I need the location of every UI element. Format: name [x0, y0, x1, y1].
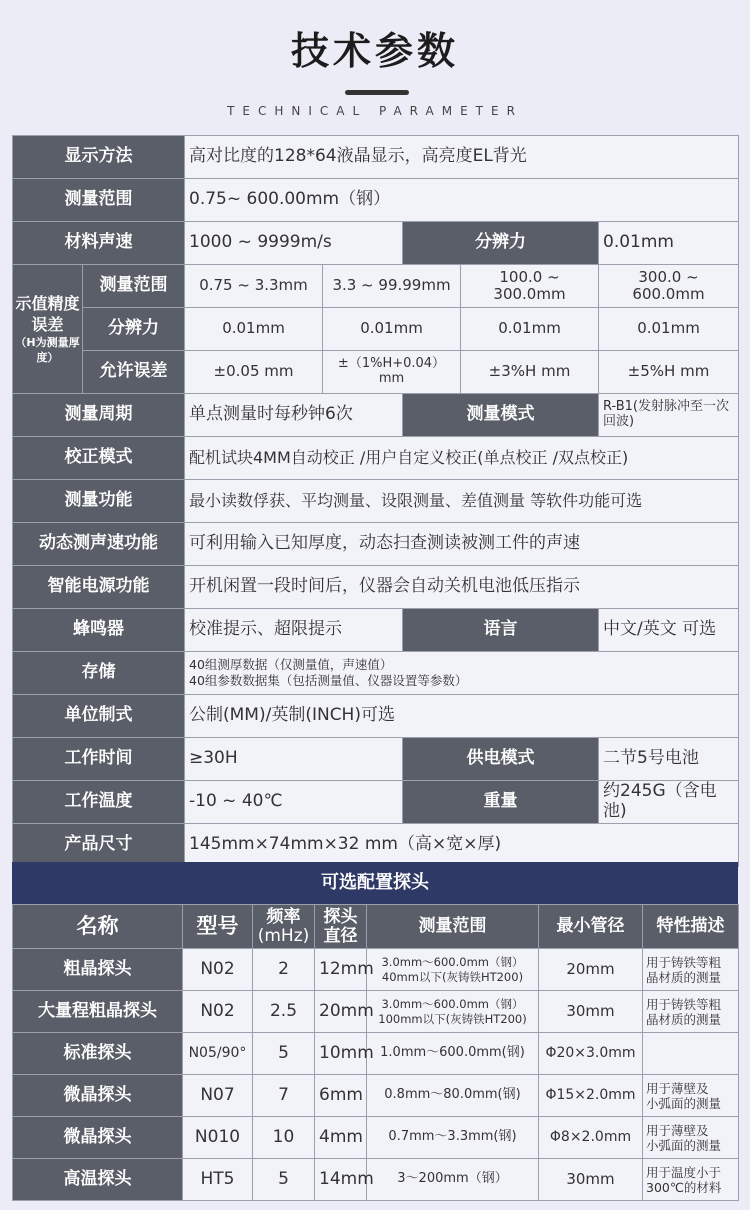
probe-range: 0.7mm～3.3mm(钢) — [367, 1117, 539, 1159]
acc-range-cell: 3.3 ~ 99.99mm — [323, 265, 461, 308]
spec-row-storage — [13, 652, 739, 695]
acc-err-cell: ±0.05 mm — [185, 351, 323, 394]
col-header-feature: 特性描述 — [643, 905, 739, 949]
spec-label: 测量周期 — [13, 394, 185, 437]
col-header-pipe: 最小管径 — [539, 905, 643, 949]
spec-value: 中文/英文 可选 — [599, 609, 739, 652]
acc-res-cell: 0.01mm — [323, 308, 461, 351]
spec-row-work — [13, 738, 739, 781]
probe-pipe: 20mm — [539, 949, 643, 991]
spec-value: ≥30H — [185, 738, 403, 781]
col-header-freq-2: (mHz) — [257, 925, 310, 946]
spec-label: 单位制式 — [13, 695, 185, 738]
acc-res-cell: 0.01mm — [461, 308, 599, 351]
col-header-range: 测量范围 — [367, 905, 539, 949]
probe-diameter: 6mm — [315, 1075, 367, 1117]
spec-row-dynamic — [13, 523, 739, 566]
spec-row-power — [13, 566, 739, 609]
probe-feature-line: 300℃的材料 — [646, 1179, 722, 1195]
spec-value: 0.01mm — [599, 222, 739, 265]
spec-row-acc-err — [13, 351, 739, 394]
probe-name: 高温探头 — [13, 1159, 183, 1201]
probe-name: 微晶探头 — [13, 1117, 183, 1159]
storage-line: 40组参数数据集（包括测量值、仪器设置等参数） — [189, 673, 468, 688]
probe-feature — [643, 1159, 739, 1201]
probe-header-row — [13, 905, 739, 949]
spec-value: R-B1(发射脉冲至一次回波) — [599, 394, 739, 437]
probe-range-line: 40mm以下(灰铸铁HT200) — [381, 969, 524, 984]
probe-freq: 2.5 — [253, 991, 315, 1033]
spec-value: 1000 ~ 9999m/s — [185, 222, 403, 265]
probe-model: N02 — [183, 991, 253, 1033]
probe-name: 粗晶探头 — [13, 949, 183, 991]
probe-range-line: 3.0mm～600.0mm（钢） — [381, 997, 524, 1012]
col-header-dia-1: 探头 — [323, 906, 358, 927]
probe-feature — [643, 949, 739, 991]
spec-label: 测量范围 — [83, 265, 185, 308]
col-header-dia-2: 直径 — [323, 925, 358, 946]
probe-range — [367, 949, 539, 991]
acc-range-cell: 0.75 ~ 3.3mm — [185, 265, 323, 308]
spec-label: 存储 — [13, 652, 185, 695]
page-title: 技术参数 — [290, 29, 459, 73]
probe-name: 标准探头 — [13, 1033, 183, 1075]
acc-err-cell: ±3%H mm — [461, 351, 599, 394]
probe-feature — [643, 1117, 739, 1159]
probe-pipe: Φ20×3.0mm — [539, 1033, 643, 1075]
spec-value — [185, 652, 739, 695]
spec-value: 0.75~ 600.00mm（钢） — [185, 179, 739, 222]
col-header-diameter — [315, 905, 367, 949]
probe-feature-line: 用于薄壁及 — [646, 1122, 709, 1138]
probe-feature-line: 用于温度小于 — [646, 1164, 722, 1180]
spec-row-temp — [13, 781, 739, 824]
spec-label: 测量范围 — [13, 179, 185, 222]
col-header-freq — [253, 905, 315, 949]
spec-row-unit — [13, 695, 739, 738]
probe-freq: 5 — [253, 1033, 315, 1075]
spec-value: 145mm×74mm×32 mm（高×宽×厚) — [185, 824, 739, 867]
probe-feature — [643, 1033, 739, 1075]
spec-row-calibration — [13, 437, 739, 480]
probe-range: 0.8mm～80.0mm(钢) — [367, 1075, 539, 1117]
probe-pipe: Φ15×2.0mm — [539, 1075, 643, 1117]
acc-err-cell: ±（1%H+0.04）mm — [323, 351, 461, 394]
spec-value: 最小读数俘获、平均测量、设限测量、差值测量 等软件功能可选 — [185, 480, 739, 523]
probe-range: 1.0mm～600.0mm(钢) — [367, 1033, 539, 1075]
probe-diameter: 12mm — [315, 949, 367, 991]
probe-range: 3～200mm（钢） — [367, 1159, 539, 1201]
probe-feature-line: 晶材质的测量 — [646, 969, 722, 985]
title-underline — [345, 90, 409, 95]
probe-diameter: 4mm — [315, 1117, 367, 1159]
spec-label: 测量功能 — [13, 480, 185, 523]
probe-table — [12, 904, 739, 1201]
acc-err-cell: ±5%H mm — [599, 351, 739, 394]
acc-range-cell: 100.0 ~ 300.0mm — [461, 265, 599, 308]
spec-row-range — [13, 179, 739, 222]
probe-model: HT5 — [183, 1159, 253, 1201]
probe-feature-line: 小弧面的测量 — [646, 1095, 722, 1111]
probe-model: N010 — [183, 1117, 253, 1159]
table-row — [13, 991, 739, 1033]
col-header-model: 型号 — [183, 905, 253, 949]
spec-row-period — [13, 394, 739, 437]
spec-row-size — [13, 824, 739, 867]
spec-value: 可利用输入已知厚度，动态扫查测读被测工件的声速 — [185, 523, 739, 566]
table-row — [13, 1117, 739, 1159]
probe-model: N02 — [183, 949, 253, 991]
spec-label: 智能电源功能 — [13, 566, 185, 609]
probe-feature-line: 用于薄壁及 — [646, 1080, 709, 1096]
probe-feature-line: 用于铸铁等粗 — [646, 996, 722, 1012]
spec-label: 供电模式 — [403, 738, 599, 781]
spec-label: 材料声速 — [13, 222, 185, 265]
probe-feature — [643, 1075, 739, 1117]
probe-model: N05/90° — [183, 1033, 253, 1075]
spec-value: 公制(MM)/英制(INCH)可选 — [185, 695, 739, 738]
spec-row-acc-range — [13, 265, 739, 308]
spec-row-buzzer — [13, 609, 739, 652]
page-header — [0, 0, 750, 132]
accuracy-label — [13, 265, 83, 394]
spec-value: 约245G（含电池) — [599, 781, 739, 824]
probe-diameter: 20mm — [315, 991, 367, 1033]
col-header-name: 名称 — [13, 905, 183, 949]
spec-label: 测量模式 — [403, 394, 599, 437]
acc-res-cell: 0.01mm — [599, 308, 739, 351]
probe-freq: 10 — [253, 1117, 315, 1159]
spec-value: -10 ~ 40℃ — [185, 781, 403, 824]
spec-label: 工作时间 — [13, 738, 185, 781]
probe-diameter: 10mm — [315, 1033, 367, 1075]
probe-model: N07 — [183, 1075, 253, 1117]
probe-feature-line: 晶材质的测量 — [646, 1011, 722, 1027]
probe-feature — [643, 991, 739, 1033]
spec-label: 校正模式 — [13, 437, 185, 480]
probe-freq: 2 — [253, 949, 315, 991]
accuracy-label-note: （H为测量厚度） — [15, 335, 80, 364]
page-subtitle: TECHNICAL PARAMETER — [227, 104, 523, 118]
probe-pipe: Φ8×2.0mm — [539, 1117, 643, 1159]
spec-row-velocity — [13, 222, 739, 265]
acc-res-cell: 0.01mm — [185, 308, 323, 351]
spec-label: 产品尺寸 — [13, 824, 185, 867]
spec-table — [12, 135, 739, 867]
spec-value: 二节5号电池 — [599, 738, 739, 781]
probe-section-title: 可选配置探头 — [12, 862, 738, 904]
probe-feature-line: 用于铸铁等粗 — [646, 954, 722, 970]
probe-range-line: 3.0mm～600.0mm（钢） — [381, 955, 524, 970]
probe-range — [367, 991, 539, 1033]
spec-label: 蜂鸣器 — [13, 609, 185, 652]
spec-label: 允许误差 — [83, 351, 185, 394]
spec-label: 工作温度 — [13, 781, 185, 824]
probe-pipe: 30mm — [539, 1159, 643, 1201]
acc-range-cell: 300.0 ~ 600.0mm — [599, 265, 739, 308]
probe-freq: 7 — [253, 1075, 315, 1117]
table-row — [13, 1075, 739, 1117]
spec-label: 动态测声速功能 — [13, 523, 185, 566]
spec-label: 显示方法 — [13, 136, 185, 179]
accuracy-label-main: 示值精度误差 — [15, 293, 80, 335]
spec-value: 校准提示、超限提示 — [185, 609, 403, 652]
spec-row-acc-res — [13, 308, 739, 351]
probe-name: 大量程粗晶探头 — [13, 991, 183, 1033]
spec-row-function — [13, 480, 739, 523]
spec-row-display — [13, 136, 739, 179]
col-header-freq-1: 频率 — [266, 906, 301, 927]
spec-label: 重量 — [403, 781, 599, 824]
spec-value: 高对比度的128*64液晶显示，高亮度EL背光 — [185, 136, 739, 179]
probe-pipe: 30mm — [539, 991, 643, 1033]
spec-value: 开机闲置一段时间后，仪器会自动关机电池低压指示 — [185, 566, 739, 609]
table-row — [13, 1159, 739, 1201]
table-row — [13, 949, 739, 991]
storage-line: 40组测厚数据（仅测量值，声速值） — [189, 657, 393, 673]
spec-label: 分辨力 — [403, 222, 599, 265]
spec-label: 语言 — [403, 609, 599, 652]
probe-diameter: 14mm — [315, 1159, 367, 1201]
table-row — [13, 1033, 739, 1075]
probe-freq: 5 — [253, 1159, 315, 1201]
probe-name: 微晶探头 — [13, 1075, 183, 1117]
spec-label: 分辨力 — [83, 308, 185, 351]
probe-range-line: 100mm以下(灰铸铁HT200) — [378, 1011, 527, 1026]
spec-value: 单点测量时每秒钟6次 — [185, 394, 403, 437]
spec-value: 配机试块4MM自动校正 /用户自定义校正(单点校正 /双点校正) — [185, 437, 739, 480]
probe-feature-line: 小弧面的测量 — [646, 1137, 722, 1153]
